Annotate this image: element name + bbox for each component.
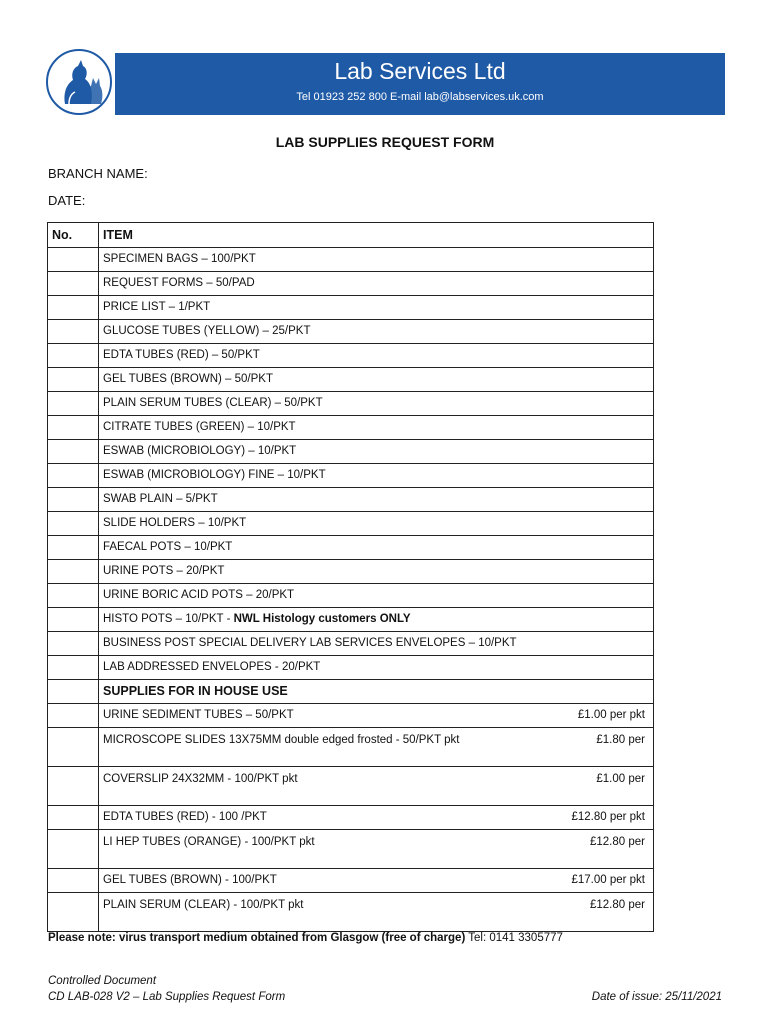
- item-text: CITRATE TUBES (GREEN) – 10/PKT: [103, 421, 296, 433]
- table-row: [48, 767, 654, 806]
- item-cell: [99, 368, 654, 392]
- item-label: [103, 416, 649, 439]
- quantity-cell[interactable]: [48, 608, 99, 632]
- item-text: PLAIN SERUM TUBES (CLEAR) – 50/PKT: [103, 397, 323, 409]
- quantity-cell[interactable]: [48, 869, 99, 893]
- item-label: [103, 344, 649, 367]
- item-cell: [99, 248, 654, 272]
- item-text: ESWAB (MICROBIOLOGY) – 10/PKT: [103, 445, 297, 457]
- item-label: [103, 368, 649, 391]
- item-label: [103, 440, 649, 463]
- quantity-cell[interactable]: [48, 767, 99, 806]
- note-bold: Please note: virus transport medium obtained from Glasgow (free of charge): [48, 932, 466, 944]
- item-price: £1.00 per pkt: [577, 709, 645, 721]
- table-row: [48, 632, 654, 656]
- table-row: [48, 512, 654, 536]
- quantity-cell[interactable]: [48, 704, 99, 728]
- quantity-cell[interactable]: [48, 656, 99, 680]
- item-cell: [99, 536, 654, 560]
- item-cell: [99, 272, 654, 296]
- form-title: LAB SUPPLIES REQUEST FORM: [275, 134, 495, 150]
- item-cell: [99, 893, 654, 932]
- quantity-cell[interactable]: [48, 416, 99, 440]
- quantity-cell[interactable]: [48, 464, 99, 488]
- item-price: £1.80 per: [596, 734, 645, 746]
- item-price: £12.80 per pkt: [571, 811, 645, 823]
- note-phone: Tel: 0141 3305777: [465, 932, 563, 944]
- table-row: [48, 680, 654, 704]
- item-label: URINE SEDIMENT TUBES – 50/PKT: [103, 709, 294, 721]
- item-cell: [99, 464, 654, 488]
- item-cell: [99, 830, 654, 869]
- item-text: HISTO POTS – 10/PKT -: [103, 613, 234, 625]
- table-row: [48, 656, 654, 680]
- quantity-cell[interactable]: [48, 680, 99, 704]
- item-text: BUSINESS POST SPECIAL DELIVERY LAB SERVICES ENVELOPES – 10/PKT: [103, 637, 517, 649]
- table-row: [48, 704, 654, 728]
- item-label: [103, 584, 649, 607]
- item-label: [103, 512, 649, 535]
- item-label: [103, 536, 649, 559]
- item-text: URINE BORIC ACID POTS – 20/PKT: [103, 589, 295, 601]
- column-header-no: No.: [48, 223, 99, 248]
- supplies-table: [47, 222, 654, 932]
- item-cell: [99, 767, 654, 806]
- item-cell: [99, 512, 654, 536]
- quantity-cell[interactable]: [48, 272, 99, 296]
- table-row: [48, 869, 654, 893]
- item-label: [103, 488, 649, 511]
- item-cell: [99, 320, 654, 344]
- quantity-cell[interactable]: [48, 830, 99, 869]
- table-row: [48, 830, 654, 869]
- item-cell: [99, 296, 654, 320]
- item-label: EDTA TUBES (RED) - 100 /PKT: [103, 811, 267, 823]
- quantity-cell[interactable]: [48, 488, 99, 512]
- item-cell: [99, 584, 654, 608]
- quantity-cell[interactable]: [48, 440, 99, 464]
- item-text: EDTA TUBES (RED) – 50/PKT: [103, 349, 260, 361]
- quantity-cell[interactable]: [48, 632, 99, 656]
- table-row: [48, 560, 654, 584]
- footer-controlled: Controlled Document: [48, 975, 157, 987]
- quantity-cell[interactable]: [48, 296, 99, 320]
- item-label: LI HEP TUBES (ORANGE) - 100/PKT pkt: [103, 836, 315, 848]
- item-label: GEL TUBES (BROWN) - 100/PKT: [103, 874, 277, 886]
- item-label: MICROSCOPE SLIDES 13X75MM double edged frosted - 50/PKT pkt: [103, 734, 460, 746]
- item-text: SPECIMEN BAGS – 100/PKT: [103, 253, 256, 265]
- quantity-cell[interactable]: [48, 893, 99, 932]
- table-row: [48, 536, 654, 560]
- item-label: PLAIN SERUM (CLEAR) - 100/PKT pkt: [103, 899, 304, 911]
- item-text: FAECAL POTS – 10/PKT: [103, 541, 233, 553]
- quantity-cell[interactable]: [48, 344, 99, 368]
- column-header-item: ITEM: [99, 223, 654, 248]
- item-cell: [99, 704, 654, 728]
- table-row: [48, 488, 654, 512]
- table-row: [48, 416, 654, 440]
- section-heading: SUPPLIES FOR IN HOUSE USE: [99, 680, 654, 704]
- item-label: COVERSLIP 24X32MM - 100/PKT pkt: [103, 773, 298, 785]
- item-price: £12.80 per: [590, 836, 645, 848]
- table-row: [48, 392, 654, 416]
- quantity-cell[interactable]: [48, 392, 99, 416]
- item-text: REQUEST FORMS – 50/PAD: [103, 277, 255, 289]
- item-label: [103, 320, 649, 343]
- item-label: [103, 608, 649, 631]
- quantity-cell[interactable]: [48, 728, 99, 767]
- item-cell: [99, 488, 654, 512]
- table-row: [48, 248, 654, 272]
- item-cell: [99, 344, 654, 368]
- item-cell: [99, 392, 654, 416]
- item-text: LAB ADDRESSED ENVELOPES - 20/PKT: [103, 661, 321, 673]
- date-field[interactable]: DATE:: [48, 193, 86, 208]
- item-label: [103, 632, 649, 655]
- quantity-cell[interactable]: [48, 536, 99, 560]
- table-row: [48, 368, 654, 392]
- company-name: Lab Services Ltd: [334, 58, 506, 84]
- item-cell: [99, 806, 654, 830]
- item-cell: [99, 656, 654, 680]
- item-text: ESWAB (MICROBIOLOGY) FINE – 10/PKT: [103, 469, 326, 481]
- header-banner: [115, 53, 725, 115]
- item-note: NWL Histology customers ONLY: [233, 613, 411, 625]
- item-text: PRICE LIST – 1/PKT: [103, 301, 211, 313]
- table-header-row: [48, 223, 654, 248]
- contact-details: Tel 01923 252 800 E-mail lab@labservices.uk.com: [296, 91, 544, 103]
- quantity-cell[interactable]: [48, 248, 99, 272]
- item-text: URINE POTS – 20/PKT: [103, 565, 225, 577]
- table-row: [48, 608, 654, 632]
- table-row: [48, 464, 654, 488]
- quantity-cell[interactable]: [48, 584, 99, 608]
- dog-and-cat-logo-icon: [45, 48, 113, 116]
- table-row: [48, 728, 654, 767]
- item-cell: [99, 560, 654, 584]
- item-label: [103, 248, 649, 271]
- item-cell: [99, 869, 654, 893]
- item-cell: [99, 728, 654, 767]
- item-text: SWAB PLAIN – 5/PKT: [103, 493, 218, 505]
- branch-name-field[interactable]: BRANCH NAME:: [48, 166, 148, 181]
- table-row: [48, 440, 654, 464]
- item-price: £1.00 per: [596, 773, 645, 785]
- item-cell: [99, 632, 654, 656]
- note: [48, 932, 563, 944]
- item-text: GEL TUBES (BROWN) – 50/PKT: [103, 373, 273, 385]
- table-row: [48, 272, 654, 296]
- quantity-cell[interactable]: [48, 368, 99, 392]
- item-label: [103, 392, 649, 415]
- item-cell: [99, 416, 654, 440]
- quantity-cell[interactable]: [48, 512, 99, 536]
- footer-issue-date: Date of issue: 25/11/2021: [591, 991, 722, 1003]
- quantity-cell[interactable]: [48, 320, 99, 344]
- item-cell: [99, 440, 654, 464]
- item-text: GLUCOSE TUBES (YELLOW) – 25/PKT: [103, 325, 311, 337]
- item-cell: [99, 608, 654, 632]
- item-text: SLIDE HOLDERS – 10/PKT: [103, 517, 247, 529]
- item-label: [103, 464, 649, 487]
- quantity-cell[interactable]: [48, 806, 99, 830]
- item-price: £17.00 per pkt: [571, 874, 645, 886]
- table-row: [48, 806, 654, 830]
- table-row: [48, 320, 654, 344]
- table-row: [48, 296, 654, 320]
- item-label: [103, 656, 649, 679]
- table-row: [48, 893, 654, 932]
- item-label: [103, 272, 649, 295]
- item-label: [103, 560, 649, 583]
- footer-doc-ref: CD LAB-028 V2 – Lab Supplies Request Form: [48, 991, 286, 1003]
- quantity-cell[interactable]: [48, 560, 99, 584]
- item-price: £12.80 per: [590, 899, 645, 911]
- table-row: [48, 344, 654, 368]
- item-label: [103, 296, 649, 319]
- table-row: [48, 584, 654, 608]
